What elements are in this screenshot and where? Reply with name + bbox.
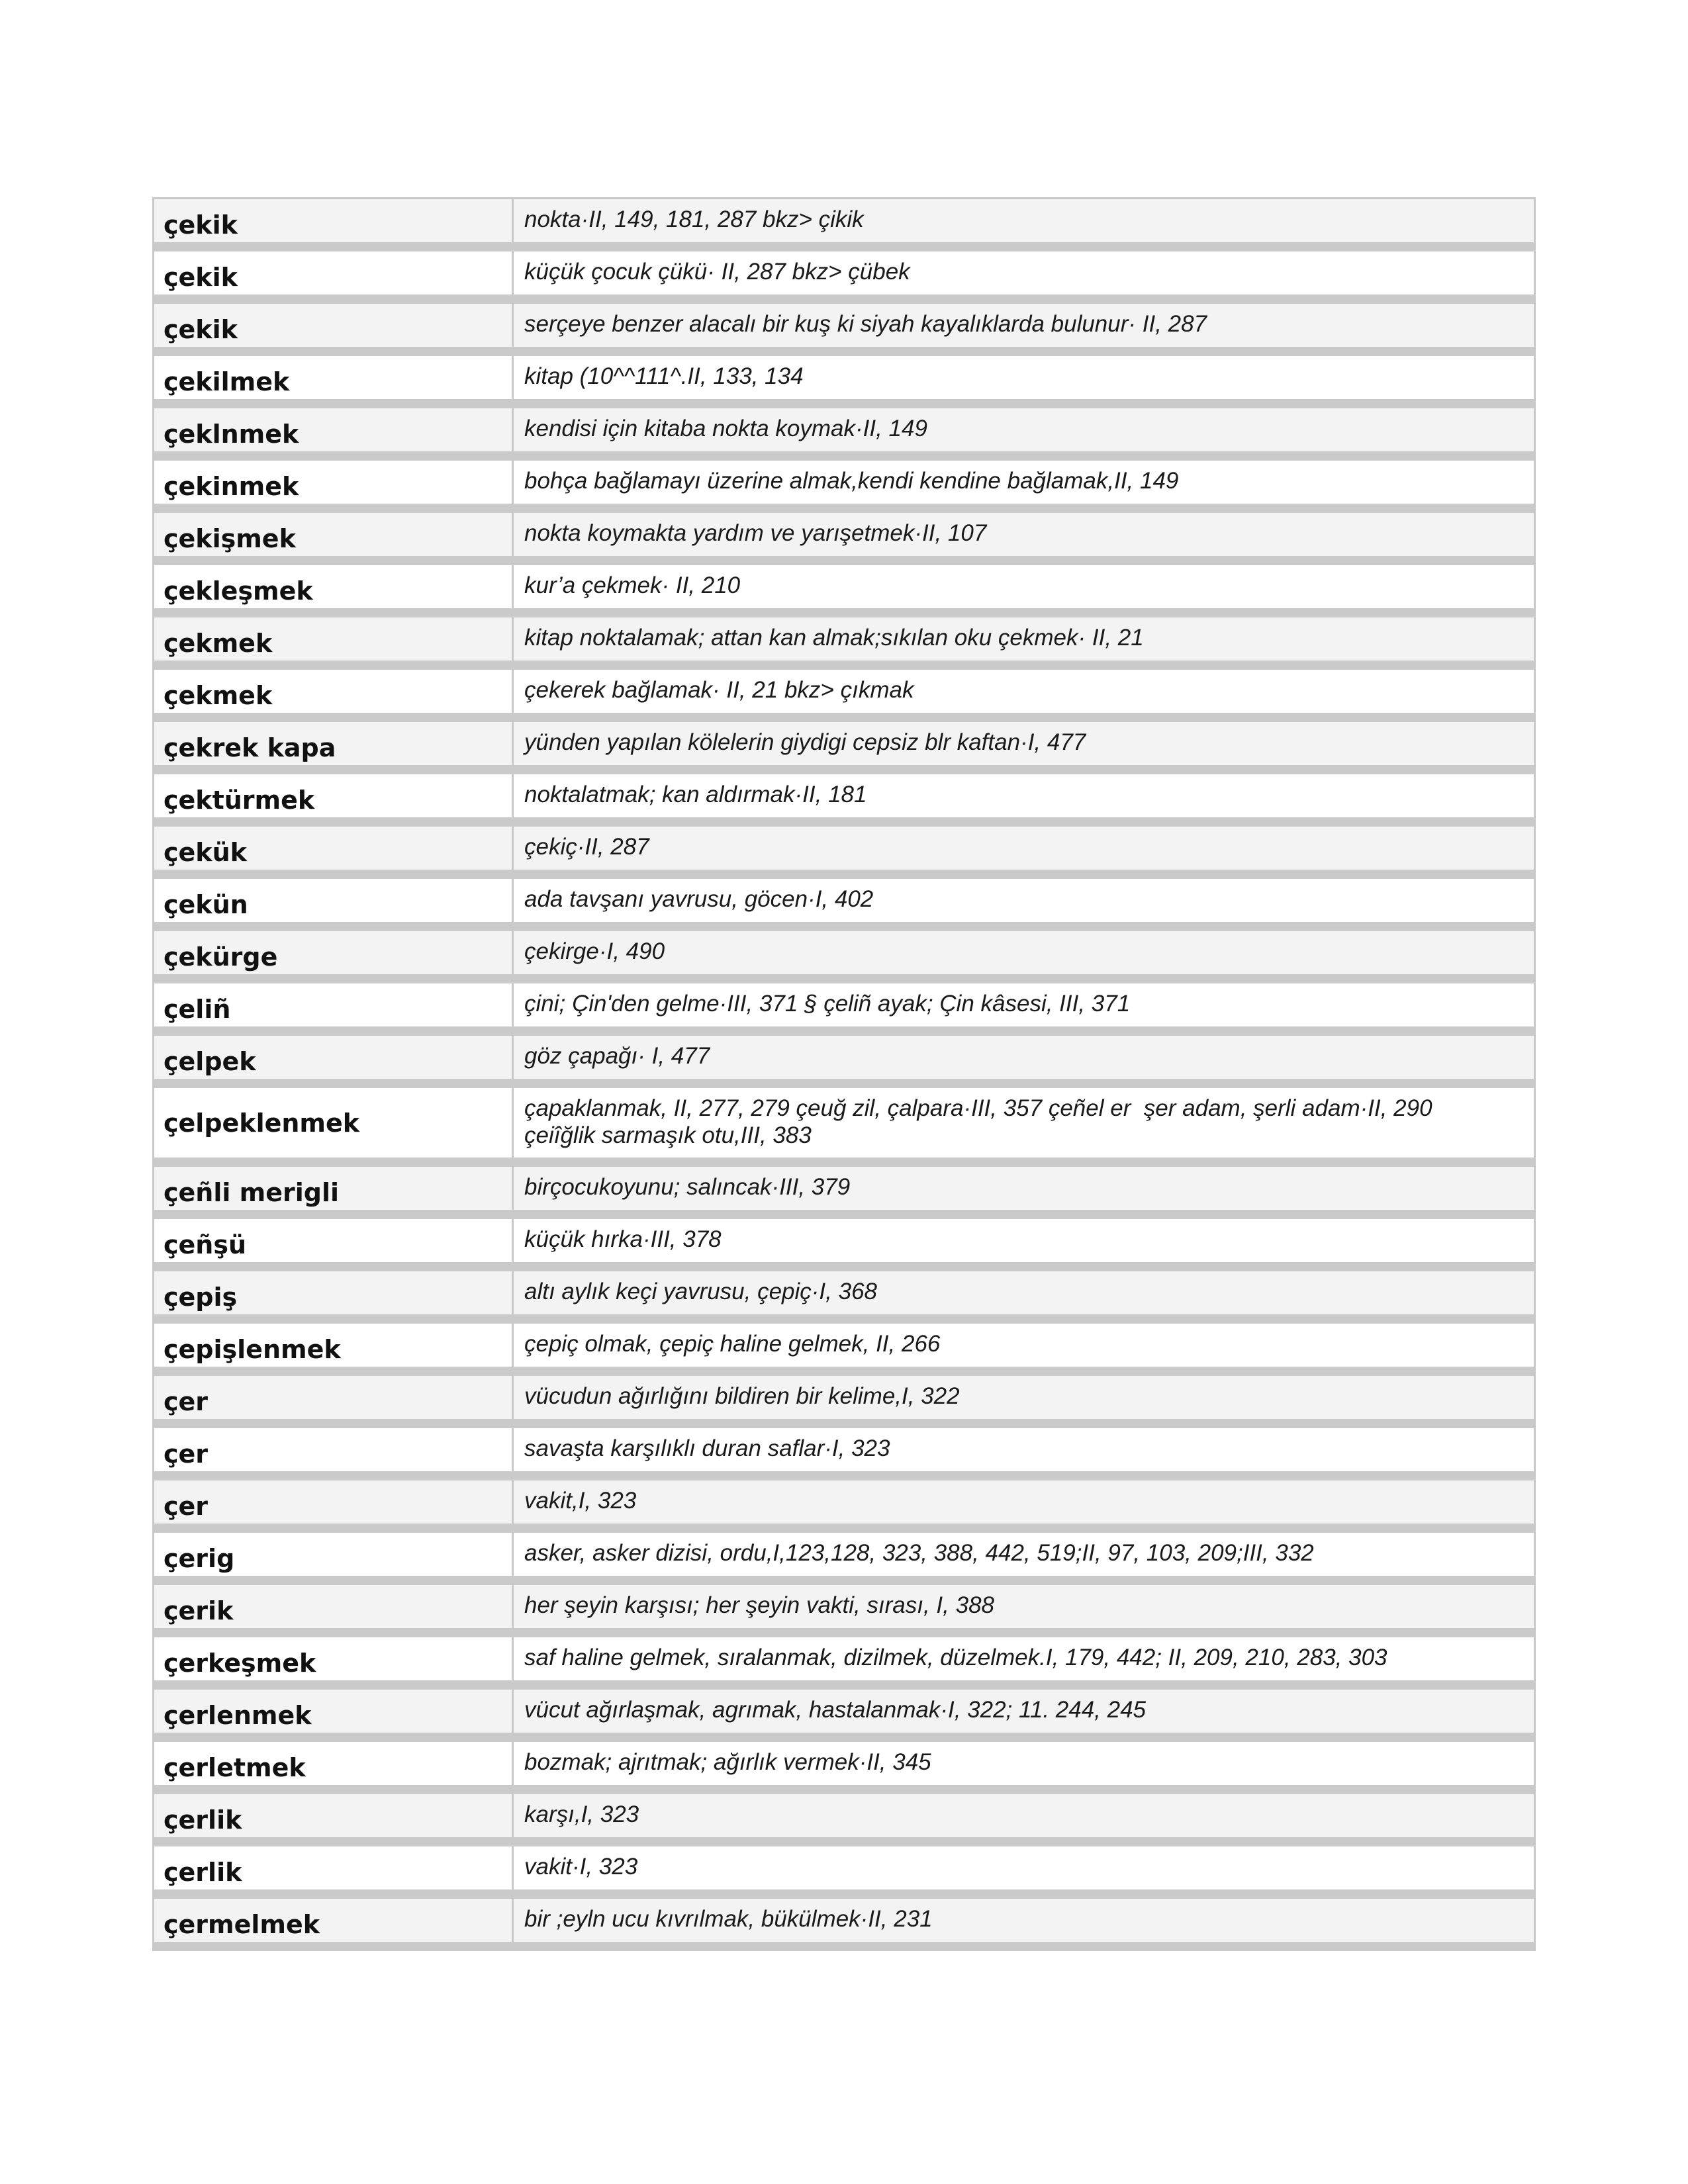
entry-term: çelpeklenmek [154, 1088, 514, 1158]
entry-definition: küçük çocuk çükü· II, 287 bkz> çübek [524, 259, 910, 285]
entry-term: çeñşü [154, 1219, 514, 1262]
table-row [154, 827, 1534, 879]
table-row [154, 1428, 1534, 1480]
entry-definition: vücut ağırlaşmak, agrımak, hastalanmak·I, 322; 11. 244, 245 [524, 1697, 1147, 1723]
entry-term: çermelmek [154, 1899, 514, 1942]
entry-definition: noktalatmak; kan aldırmak·II, 181 [524, 782, 867, 807]
glossary-table [152, 197, 1536, 1951]
entry-definition: çini; Çin'den gelme·III, 371 § çeliñ ayak; Çin kâsesi, III, 371 [524, 991, 1131, 1017]
entry-term: çepiş [154, 1271, 514, 1314]
entry-term: çekmek [154, 670, 514, 713]
entry-definition: nokta koymakta yardım ve yarışetmek·II, 107 [524, 520, 987, 546]
entry-definition: bozmak; ajrıtmak; ağırlık vermek·II, 345 [524, 1749, 931, 1775]
entry-definition: vakit,I, 323 [524, 1488, 637, 1514]
table-row [154, 1794, 1534, 1846]
entry-definition: kur’a çekmek· II, 210 [524, 572, 741, 598]
table-row [154, 304, 1534, 356]
table-row [154, 199, 1534, 251]
table-row [154, 1637, 1534, 1690]
table-row [154, 617, 1534, 670]
entry-term: çer [154, 1480, 514, 1524]
entry-definition: çepiç olmak, çepiç haline gelmek, II, 266 [524, 1331, 941, 1357]
table-row [154, 1271, 1534, 1324]
entry-term: çerlik [154, 1846, 514, 1889]
table-row [154, 1846, 1534, 1899]
entry-term: çer [154, 1428, 514, 1471]
entry-term: çerkeşmek [154, 1637, 514, 1680]
entry-term: çerlik [154, 1794, 514, 1837]
table-row [154, 1742, 1534, 1794]
entry-definition: vakit·I, 323 [524, 1854, 638, 1880]
table-row [154, 1376, 1534, 1428]
entry-term: çekük [154, 827, 514, 870]
entry-definition: bir ;eyln ucu kıvrılmak, bükülmek·II, 231 [524, 1906, 933, 1932]
entry-definition: kitap (10^^111^.II, 133, 134 [524, 363, 804, 389]
entry-definition: nokta·II, 149, 181, 287 bkz> çikik [524, 206, 864, 232]
entry-term: çerletmek [154, 1742, 514, 1785]
entry-term: çekürge [154, 931, 514, 974]
entry-term: çeliñ [154, 983, 514, 1026]
entry-definition: çekerek bağlamak· II, 21 bkz> çıkmak [524, 677, 914, 703]
entry-term: çekün [154, 879, 514, 922]
entry-term: çerlenmek [154, 1690, 514, 1733]
table-row [154, 774, 1534, 827]
table-row [154, 1167, 1534, 1219]
entry-term: çekik [154, 199, 514, 242]
table-row [154, 931, 1534, 983]
entry-term: çeñli merigli [154, 1167, 514, 1210]
table-row [154, 408, 1534, 461]
table-row [154, 1088, 1534, 1167]
entry-definition: saf haline gelmek, sıralanmak, dizilmek, düzelmek.I, 179, 442; II, 209, 210, 283, 303 [524, 1645, 1387, 1670]
entry-definition: küçük hırka·III, 378 [524, 1226, 722, 1252]
entry-term: çerig [154, 1533, 514, 1576]
entry-term: çekinmek [154, 461, 514, 504]
entry-definition: kendisi için kitaba nokta koymak·II, 149 [524, 416, 927, 441]
entry-definition: karşı,I, 323 [524, 1801, 639, 1827]
entry-term: çerik [154, 1585, 514, 1628]
entry-definition: bohça bağlamayı üzerine almak,kendi kendine bağlamak,II, 149 [524, 468, 1179, 494]
entry-definition: çekirge·I, 490 [524, 938, 665, 964]
entry-term: çekleşmek [154, 565, 514, 608]
entry-definition: birçocukoyunu; salıncak·III, 379 [524, 1174, 851, 1200]
entry-term: çer [154, 1376, 514, 1419]
table-row [154, 461, 1534, 513]
entry-definition: vücudun ağırlığını bildiren bir kelime,I, 322 [524, 1383, 960, 1409]
entry-definition: kitap noktalamak; attan kan almak;sıkılan oku çekmek· II, 21 [524, 625, 1144, 651]
entry-definition: her şeyin karşısı; her şeyin vakti, sırası, I, 388 [524, 1592, 994, 1618]
entry-term: çekişmek [154, 513, 514, 556]
entry-definition: göz çapağı· I, 477 [524, 1043, 710, 1069]
table-row [154, 722, 1534, 774]
table-row [154, 565, 1534, 617]
table-row [154, 1899, 1534, 1951]
entry-definition: ada tavşanı yavrusu, göcen·I, 402 [524, 886, 874, 912]
table-row [154, 1219, 1534, 1271]
entry-definition: serçeye benzer alacalı bir kuş ki siyah kayalıklarda bulunur· II, 287 [524, 311, 1207, 337]
entry-definition: yünden yapılan kölelerin giydigi cepsiz blr kaftan·I, 477 [524, 729, 1086, 755]
table-row [154, 1480, 1534, 1533]
table-row [154, 1324, 1534, 1376]
entry-term: çektürmek [154, 774, 514, 817]
table-row [154, 356, 1534, 408]
entry-term: çekmek [154, 617, 514, 660]
entry-definition: savaşta karşılıklı duran saflar·I, 323 [524, 1435, 890, 1461]
entry-term: çepişlenmek [154, 1324, 514, 1367]
table-row [154, 1585, 1534, 1637]
table-row [154, 1036, 1534, 1088]
table-row [154, 1690, 1534, 1742]
table-row [154, 251, 1534, 304]
entry-term: çelpek [154, 1036, 514, 1079]
entry-term: çekilmek [154, 356, 514, 399]
table-row [154, 983, 1534, 1036]
table-row [154, 1533, 1534, 1585]
entry-term: çekik [154, 251, 514, 295]
table-row [154, 670, 1534, 722]
table-row [154, 513, 1534, 565]
entry-term: çekrek kapa [154, 722, 514, 765]
table-row [154, 879, 1534, 931]
entry-definition: çapaklanmak, II, 277, 279 çeuğ zil, çalpara·III, 357 çeñel er şer adam, şerli adam·II, 290 çeiîğlik sarmaşık otu,III, 383 [524, 1095, 1432, 1148]
entry-definition: altı aylık keçi yavrusu, çepiç·I, 368 [524, 1279, 877, 1304]
entry-term: çeklnmek [154, 408, 514, 451]
entry-term: çekik [154, 304, 514, 347]
entry-definition: çekiç·II, 287 [524, 834, 649, 860]
entry-definition: asker, asker dizisi, ordu,I,123,128, 323, 388, 442, 519;II, 97, 103, 209;III, 332 [524, 1540, 1314, 1566]
